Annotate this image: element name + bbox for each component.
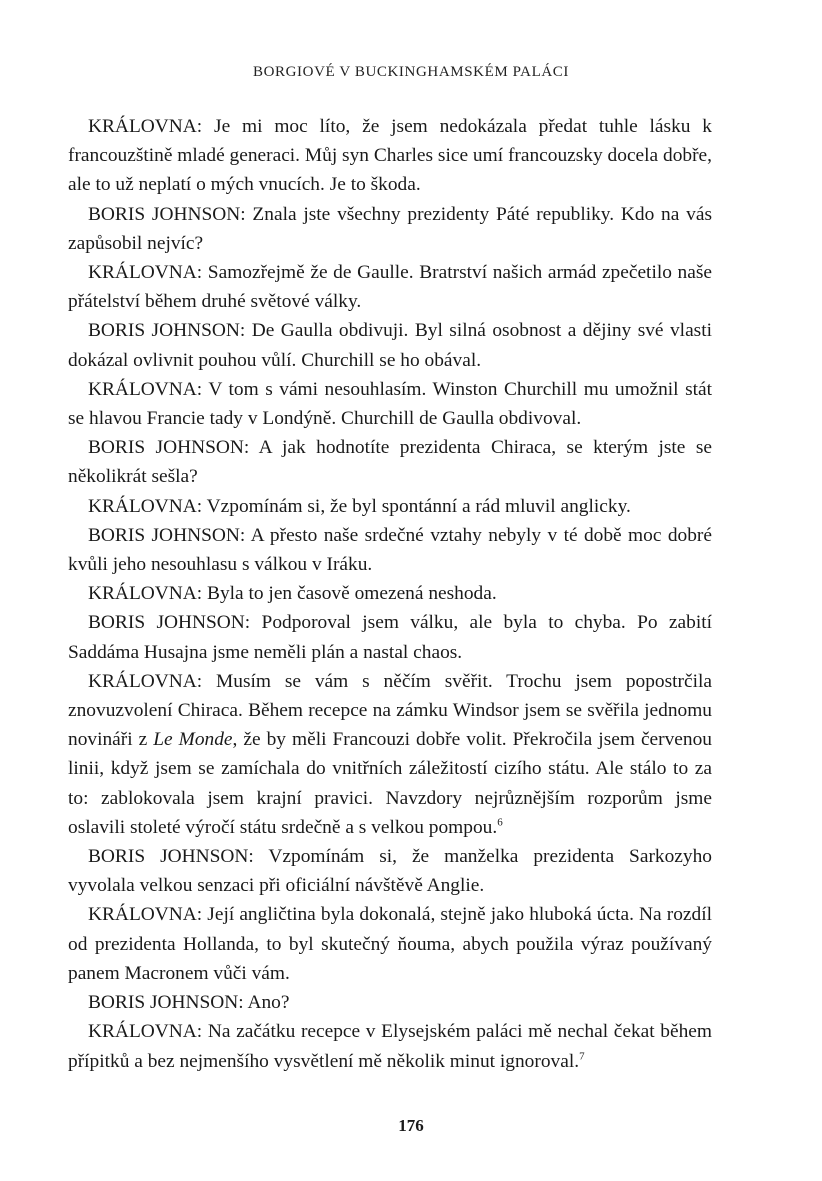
paragraph-text: KRÁLOVNA: Na začátku recepce v Elysejském paláci mě nechal čekat během přípitků a bez nejmenšího vysvětlení mě několik minut ignoroval. [68, 1021, 712, 1072]
paragraph-text: , že by měli Francouzi dobře volit. Překročila jsem červenou linii, když jsem se zamíchala do vnitřních záležitostí cizího státu. Ale stálo to za to: zablokovala jsem krajní pravici. Navzdory nejrůznějším rozporům jsme oslavili stoleté výročí státu srdečně a s velkou pompou. [68, 729, 712, 838]
paragraph [68, 112, 712, 200]
paragraph [68, 608, 712, 666]
body-text [68, 112, 712, 1076]
paragraph [68, 375, 712, 433]
paragraph [68, 492, 712, 521]
paragraph-text: KRÁLOVNA: V tom s vámi nesouhlasím. Winston Churchill mu umožnil stát se hlavou Francie tady v Londýně. Churchill de Gaulla obdivoval. [68, 378, 712, 430]
paragraph-text: KRÁLOVNA: Samozřejmě že de Gaulle. Bratrství našich armád zpečetilo naše přátelství během druhé světové války. [68, 262, 712, 313]
paragraph-text: BORIS JOHNSON: A jak hodnotíte prezidenta Chiraca, se kterým jste se několikrát sešla? [68, 437, 712, 488]
paragraph-text: BORIS JOHNSON: De Gaulla obdivuji. Byl silná osobnost a dějiny své vlasti dokázal ovlivnit pouhou vůlí. Churchill se ho obával. [68, 320, 712, 371]
paragraph-text: KRÁLOVNA: Byla to jen časově omezená neshoda. [88, 583, 497, 605]
paragraph-text: BORIS JOHNSON: Podporoval jsem válku, ale byla to chyba. Po zabití Saddáma Husajna jsme neměli plán a nastal chaos. [68, 612, 712, 663]
paragraph [68, 900, 712, 988]
paragraph [68, 842, 712, 900]
running-head: BORGIOVÉ V BUCKINGHAMSKÉM PALÁCI [252, 64, 570, 80]
footnote-marker: 6 [497, 816, 503, 829]
paragraph [68, 1017, 712, 1075]
paragraph [68, 579, 712, 608]
paragraph-text: BORIS JOHNSON: Ano? [88, 992, 290, 1014]
paragraph-text: KRÁLOVNA: Je mi moc líto, že jsem nedokázala předat tuhle lásku k francouzštině mladé generaci. Můj syn Charles sice umí francouzsky docela dobře, ale to už neplatí o mých vnucích. Je to škoda. [68, 116, 712, 196]
paragraph-text: BORIS JOHNSON: A přesto naše srdečné vztahy nebyly v té době moc dobré kvůli jeho nesouhlasu s válkou v Iráku. [68, 524, 712, 576]
paragraph-text: BORIS JOHNSON: Znala jste všechny prezidenty Páté republiky. Kdo na vás zapůsobil nejvíc? [68, 203, 712, 254]
paragraph [68, 200, 712, 258]
paragraph-text: BORIS JOHNSON: Vzpomínám si, že manželka prezidenta Sarkozyho vyvolala velkou senzaci při oficiální návštěvě Anglie. [68, 846, 712, 897]
page-number: 176 [398, 1116, 424, 1135]
paragraph [68, 988, 712, 1017]
paragraph [68, 433, 712, 491]
paragraph-text: KRÁLOVNA: Musím se vám s něčím svěřit. Trochu jsem popostrčila znovuzvolení Chiraca. Během recepce na zámku Windsor jsem se svěřila jednomu novináři z [68, 670, 712, 751]
footnote-marker: 7 [579, 1050, 585, 1063]
paragraph [68, 316, 712, 374]
newspaper-title: Le Monde [153, 729, 233, 751]
paragraph-text: KRÁLOVNA: Její angličtina byla dokonalá, stejně jako hluboká úcta. Na rozdíl od prezidenta Hollanda, to byl skutečný ňouma, abych použila výraz používaný panem Macronem vůči vám. [68, 904, 712, 984]
paragraph [68, 521, 712, 579]
paragraph-text: KRÁLOVNA: Vzpomínám si, že byl spontánní a rád mluvil anglicky. [88, 495, 631, 517]
paragraph [68, 667, 712, 842]
paragraph [68, 258, 712, 316]
